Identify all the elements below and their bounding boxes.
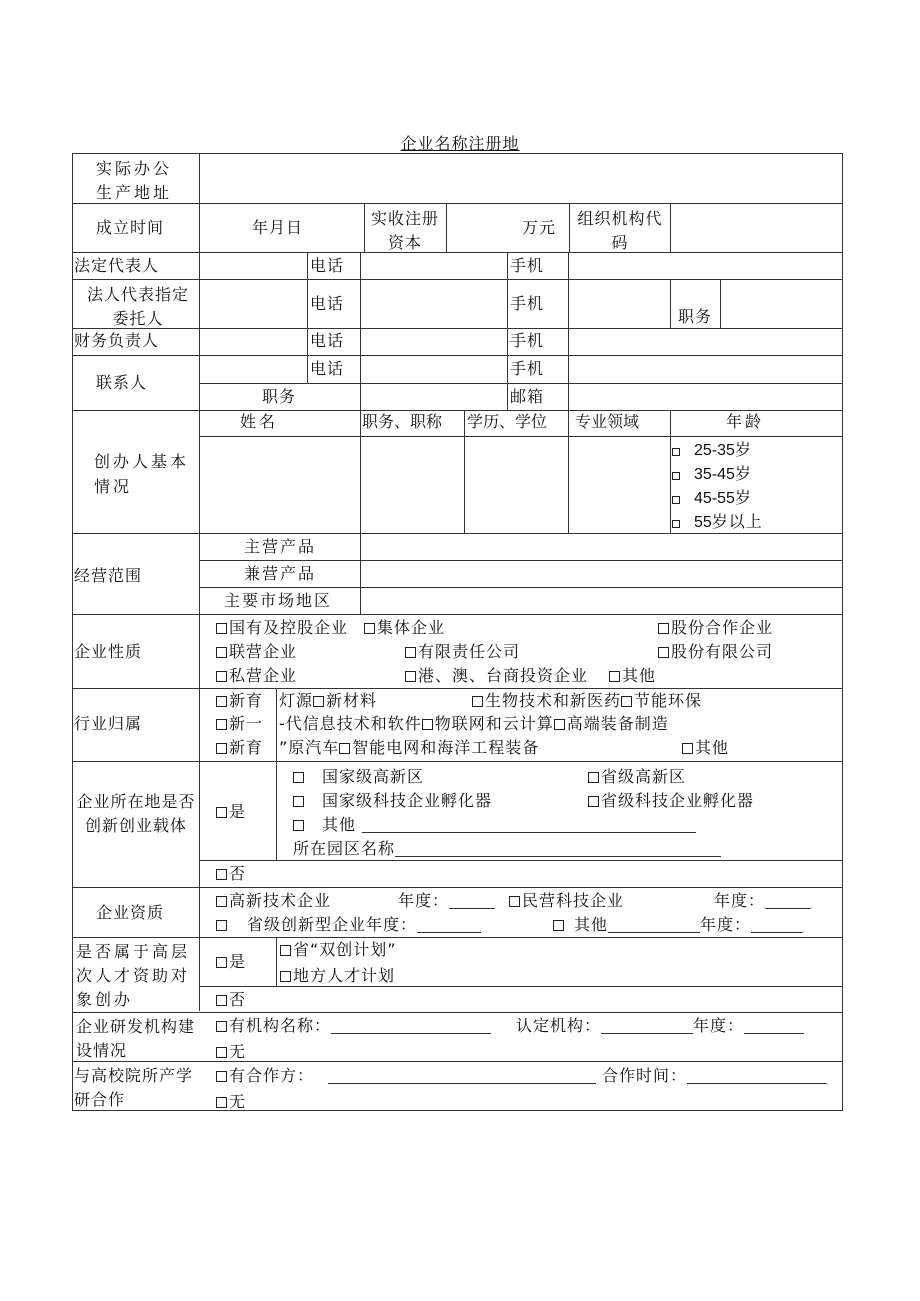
rnd-none[interactable]: 无 (216, 1042, 246, 1062)
delegate-phone-label: 电话 (310, 294, 345, 313)
checkbox-icon[interactable] (216, 807, 227, 818)
finance-phone-label: 电话 (310, 359, 345, 378)
checkbox-icon[interactable] (216, 896, 227, 907)
nature-option-plc[interactable]: 股份有限公司 (658, 642, 773, 662)
age-option-2[interactable]: 35-45岁 (672, 464, 752, 485)
qual-hightech-year: 年度： (398, 891, 495, 911)
checkbox-icon[interactable] (216, 995, 227, 1006)
industry-label: 行业归属 (74, 714, 143, 733)
talent-provincial[interactable]: 省“双创计划” (280, 940, 397, 960)
checkbox-icon[interactable] (216, 719, 227, 730)
provincial-year-input[interactable] (417, 917, 481, 933)
checkbox-icon[interactable] (672, 472, 680, 480)
checkbox-icon[interactable] (216, 920, 227, 931)
checkbox-icon[interactable] (364, 623, 375, 634)
rnd-has[interactable]: 有机构名称： (216, 1016, 491, 1036)
legal-rep-label: 法定代表人 (74, 256, 160, 275)
delegate-label: 法人代表指定委托人 (86, 285, 189, 328)
founding-date-value[interactable]: 年月日 (252, 218, 304, 237)
checkbox-icon[interactable] (422, 719, 433, 730)
talent-yes[interactable]: 是 (216, 952, 246, 972)
checkbox-icon[interactable] (405, 647, 416, 658)
age-option-1[interactable]: 25-35岁 (672, 440, 752, 461)
checkbox-icon[interactable] (216, 696, 227, 707)
rnd-certifier: 认定机构： 年度： (516, 1016, 804, 1036)
checkbox-icon[interactable] (588, 796, 599, 807)
finance-label: 财务负责人 (74, 331, 160, 350)
coop-time: 合作时间： (602, 1066, 827, 1086)
carrier-option-national-zone[interactable]: 国家级高新区 (293, 767, 424, 787)
carrier-no[interactable]: 否 (216, 864, 246, 884)
checkbox-icon[interactable] (658, 647, 669, 658)
checkbox-icon[interactable] (672, 520, 680, 528)
contact-label: 联系人 (96, 373, 148, 392)
checkbox-icon[interactable] (682, 743, 693, 754)
qual-private-year: 年度： (714, 891, 811, 911)
legal-rep-phone-label: 电话 (310, 256, 345, 275)
nature-option-other[interactable]: 其他 (609, 666, 656, 686)
delegate-mobile-label: 手机 (510, 294, 545, 313)
contact-email-label: 邮箱 (510, 387, 545, 406)
checkbox-icon[interactable] (472, 696, 483, 707)
industry-row-1: 灯源 新材料 (279, 691, 378, 710)
checkbox-icon[interactable] (672, 448, 680, 456)
nature-option-joint[interactable]: 联营企业 (216, 642, 297, 662)
nature-option-hk-macau-tw[interactable]: 港、澳、台商投资企业 (405, 666, 588, 686)
org-code-label: 组织机构代码 (577, 209, 663, 252)
founders-col-age: 年龄 (726, 412, 765, 431)
legal-rep-mobile-label: 手机 (510, 256, 545, 275)
qual-private-tech[interactable]: 民营科技企业 (509, 891, 624, 911)
carrier-other-input[interactable] (362, 817, 696, 833)
checkbox-icon[interactable] (313, 696, 324, 707)
capital-unit: 万元 (522, 218, 557, 237)
cooperation-label: 与高校院所产学研合作 (74, 1066, 194, 1109)
checkbox-icon[interactable] (216, 647, 227, 658)
office-address-label: 实际办公生产地址 (96, 159, 173, 202)
checkbox-icon[interactable] (658, 623, 669, 634)
founders-col-title: 职务、职称 (362, 412, 443, 431)
checkbox-icon[interactable] (588, 772, 599, 783)
checkbox-icon[interactable] (216, 671, 227, 682)
rnd-certifier-input[interactable] (601, 1018, 693, 1034)
carrier-yes[interactable]: 是 (216, 802, 246, 822)
qualification-label: 企业资质 (96, 903, 165, 922)
founders-col-name: 姓名 (240, 412, 279, 431)
delegate-position-label: 职务 (678, 307, 713, 326)
checkbox-icon[interactable] (405, 671, 416, 682)
checkbox-icon[interactable] (621, 696, 632, 707)
industry-row-3: ”原汽车 智能电网和海洋工程装备 (279, 738, 540, 757)
carrier-label: 企业所在地是否创新创业载体 (76, 792, 196, 835)
nature-option-state[interactable]: 国有及控股企业 (216, 618, 348, 638)
qual-other-year-input[interactable] (751, 917, 803, 933)
checkbox-icon[interactable] (339, 743, 350, 754)
checkbox-icon[interactable] (554, 719, 565, 730)
nature-label: 企业性质 (74, 642, 143, 661)
rnd-name-input[interactable] (331, 1018, 491, 1034)
industry-line-2[interactable]: 新一 (216, 714, 263, 734)
checkbox-icon[interactable] (672, 496, 680, 504)
industry-option-biotech[interactable]: 生物技术和新医药 节能环保 (472, 691, 702, 711)
checkbox-icon[interactable] (216, 957, 227, 968)
checkbox-icon[interactable] (216, 743, 227, 754)
nature-option-llc[interactable]: 有限责任公司 (405, 642, 520, 662)
founders-label: 创办人基本情况 (94, 452, 190, 496)
form-title: 企业名称注册地 (400, 134, 520, 153)
contact-mobile-label: 手机 (510, 359, 545, 378)
nature-option-collective[interactable]: 集体企业 (364, 618, 445, 638)
industry-row-2: -代信息技术和软件 物联网和云计算 高端装备制造 (279, 714, 669, 733)
contact-phone-label: 电话 (310, 331, 345, 350)
carrier-option-provincial-incubator[interactable]: 省级科技企业孵化器 (588, 791, 754, 811)
coop-time-input[interactable] (687, 1068, 827, 1084)
founders-col-degree: 学历、学位 (467, 412, 548, 431)
checkbox-icon[interactable] (280, 971, 291, 982)
coop-has[interactable]: 有合作方： (216, 1066, 596, 1086)
park-name-input[interactable] (395, 841, 721, 857)
park-name: 所在园区名称 (293, 839, 721, 859)
checkbox-icon[interactable] (216, 1071, 227, 1082)
age-option-3[interactable]: 45-55岁 (672, 488, 752, 509)
paid-capital-label: 实收注册资本 (370, 209, 439, 252)
main-market-label: 主要市场地区 (224, 591, 333, 610)
carrier-option-other[interactable]: 其他 (293, 815, 696, 835)
hightech-year-input[interactable] (449, 893, 495, 909)
checkbox-icon[interactable] (293, 796, 304, 807)
checkbox-icon[interactable] (216, 1097, 227, 1108)
business-scope-label: 经营范围 (74, 566, 143, 585)
nature-option-joint-stock-coop[interactable]: 股份合作企业 (658, 618, 773, 638)
qual-provincial[interactable]: 省级创新型企业年度： (216, 915, 481, 935)
contact-position-label: 职务 (262, 387, 297, 406)
main-products-label: 主营产品 (244, 537, 317, 556)
checkbox-icon[interactable] (553, 920, 564, 931)
coop-partner-input[interactable] (328, 1068, 596, 1084)
carrier-option-provincial-zone[interactable]: 省级高新区 (588, 767, 686, 787)
industry-line-3[interactable]: 新育 (216, 738, 263, 758)
talent-local[interactable]: 地方人才计划 (280, 966, 395, 986)
checkbox-icon[interactable] (216, 869, 227, 880)
checkbox-icon[interactable] (609, 671, 620, 682)
private-tech-year-input[interactable] (765, 893, 811, 909)
checkbox-icon[interactable] (216, 623, 227, 634)
founding-date-label: 成立时间 (96, 218, 165, 237)
checkbox-icon[interactable] (280, 945, 291, 956)
carrier-option-national-incubator[interactable]: 国家级科技企业孵化器 (293, 791, 492, 811)
checkbox-icon[interactable] (216, 1021, 227, 1032)
checkbox-icon[interactable] (216, 1047, 227, 1058)
talent-no[interactable]: 否 (216, 990, 246, 1010)
rnd-label: 企业研发机构建设情况 (76, 1017, 196, 1060)
industry-line-1[interactable]: 新育 (216, 691, 263, 711)
rnd-year-input[interactable] (744, 1018, 804, 1034)
talent-label: 是否属于高层次人才资助对象创办 (76, 942, 191, 1009)
qual-other-input[interactable] (608, 917, 700, 933)
finance-mobile-label: 手机 (510, 331, 545, 350)
coop-none[interactable]: 无 (216, 1092, 246, 1112)
checkbox-icon[interactable] (293, 820, 304, 831)
side-products-label: 兼营产品 (244, 564, 317, 583)
age-option-4[interactable]: 55岁以上 (672, 512, 763, 533)
qual-hightech[interactable]: 高新技术企业 (216, 891, 331, 911)
checkbox-icon[interactable] (509, 896, 520, 907)
industry-option-other[interactable]: 其他 (682, 738, 729, 758)
qual-other[interactable]: 其他 年度： (553, 915, 803, 935)
founders-col-field: 专业领域 (575, 412, 640, 431)
checkbox-icon[interactable] (293, 772, 304, 783)
nature-option-private[interactable]: 私营企业 (216, 666, 297, 686)
